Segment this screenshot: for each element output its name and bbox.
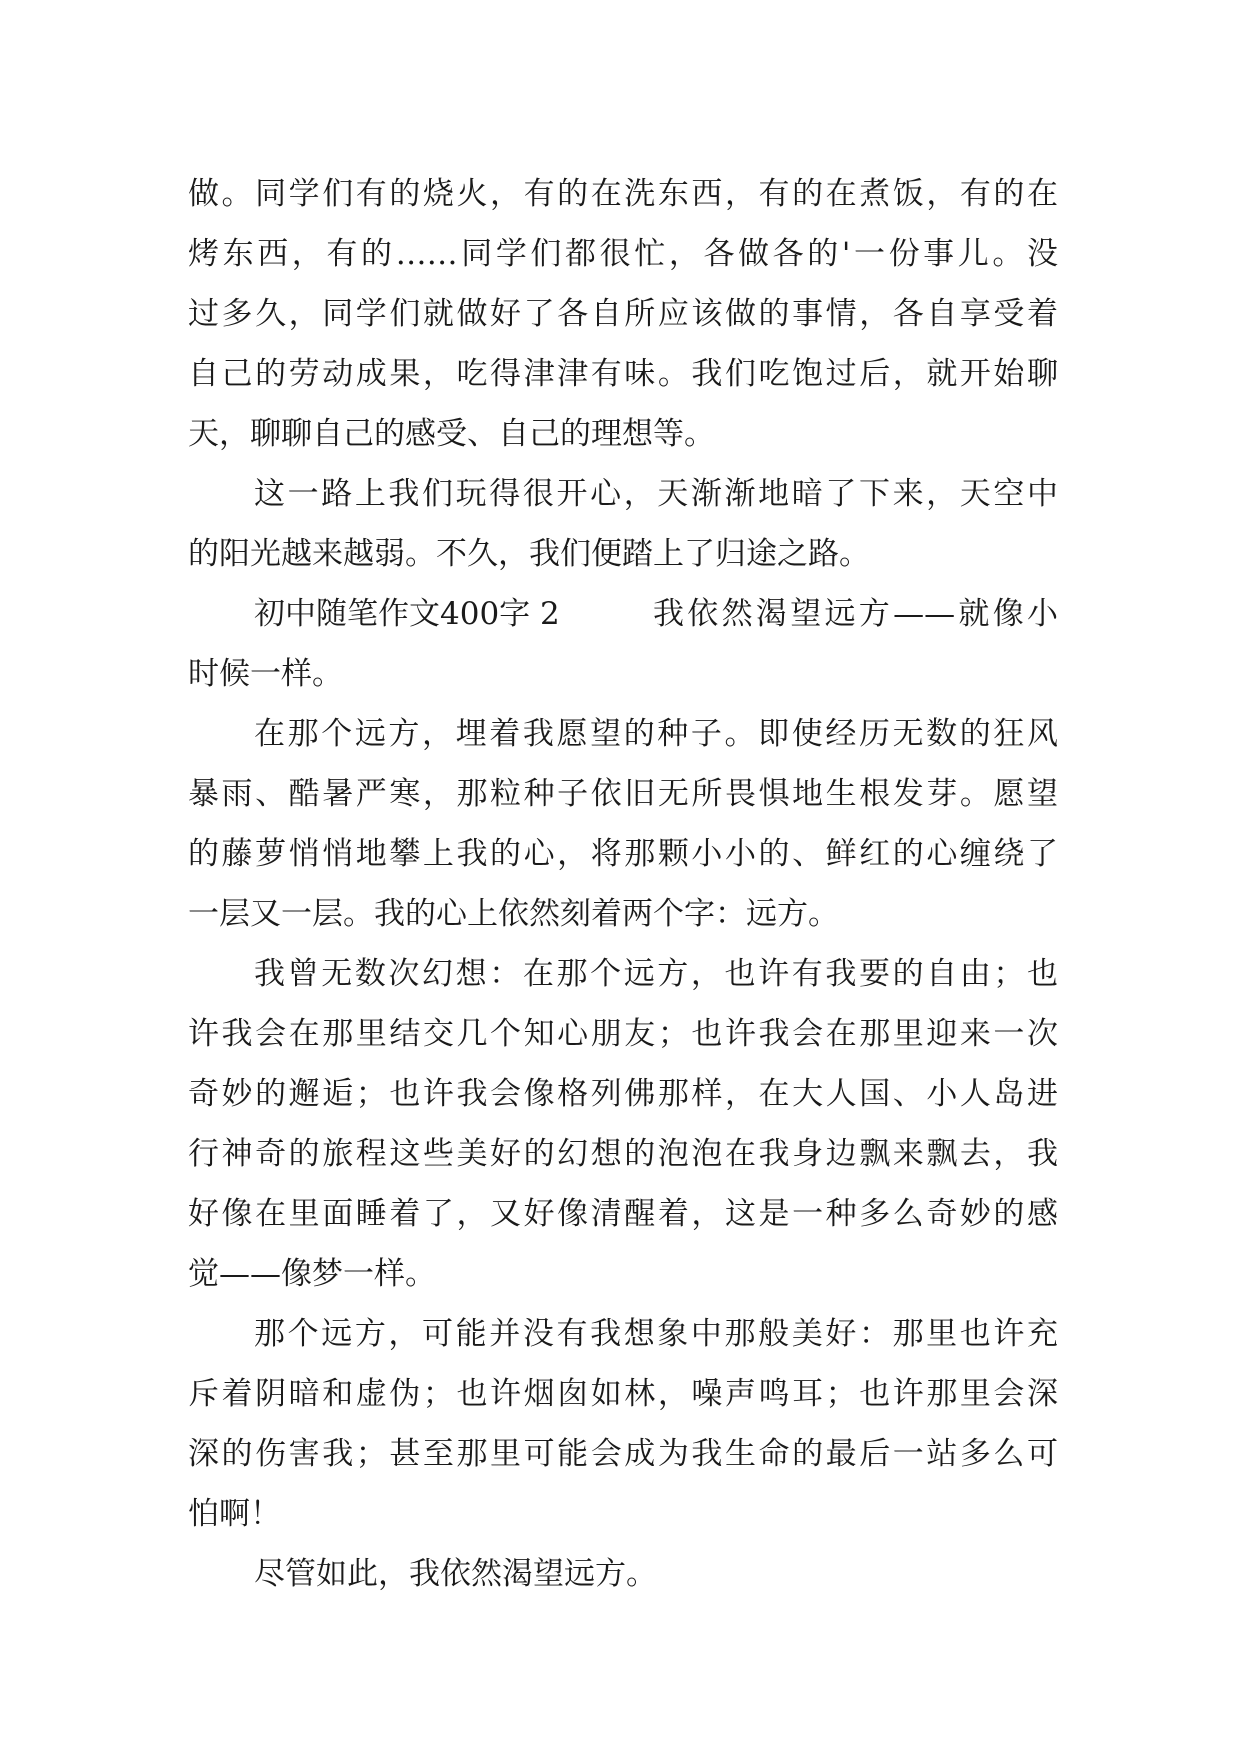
text-line: 我曾无数次幻想：在那个远方，也许有我要的自由；也 [254, 956, 1058, 992]
text-line: 许我会在那里结交几个知心朋友；也许我会在那里迎来一次 [188, 1016, 1058, 1052]
text-line: 自己的劳动成果，吃得津津有味。我们吃饱过后，就开始聊 [188, 356, 1058, 392]
text-line: 天，聊聊自己的感受、自己的理想等。 [188, 416, 715, 452]
essay-heading-paragraph [188, 584, 1058, 704]
text-line: 暴雨、酷暑严寒，那粒种子依旧无所畏惧地生根发芽。愿望 [188, 776, 1058, 812]
text-line: 尽管如此，我依然渴望远方。 [254, 1556, 657, 1592]
text-line: 一层又一层。我的心上依然刻着两个字：远方。 [188, 896, 839, 932]
text-line: 行神奇的旅程这些美好的幻想的泡泡在我身边飘来飘去，我 [188, 1136, 1058, 1172]
paragraph [188, 1544, 1058, 1604]
paragraph [188, 464, 1058, 584]
heading-line [188, 584, 1058, 644]
paragraph [188, 704, 1058, 944]
text-line: 怕啊！ [188, 1496, 281, 1532]
text-line: 奇妙的邂逅；也许我会像格列佛那样，在大人国、小人岛进 [188, 1076, 1058, 1112]
text-line: 深的伤害我；甚至那里可能会成为我生命的最后一站多么可 [188, 1436, 1058, 1472]
text-line: 我依然渴望远方——就像小 [653, 596, 1058, 632]
text-line: 那个远方，可能并没有我想象中那般美好：那里也许充 [254, 1316, 1058, 1352]
text-line: 时候一样。 [188, 656, 343, 692]
document-body [188, 164, 1058, 1604]
text-line: 这一路上我们玩得很开心，天渐渐地暗了下来，天空中 [254, 476, 1058, 512]
paragraph [188, 944, 1058, 1304]
text-line: 斥着阴暗和虚伪；也许烟囱如林，噪声鸣耳；也许那里会深 [188, 1376, 1058, 1412]
text-line: 烤东西，有的……同学们都很忙，各做各的'一份事儿。没 [188, 236, 1058, 272]
text-line: 觉——像梦一样。 [188, 1256, 436, 1292]
paragraph [188, 1304, 1058, 1544]
text-line: 的阳光越来越弱。不久，我们便踏上了归途之路。 [188, 536, 870, 572]
text-line: 的藤萝悄悄地攀上我的心，将那颗小小的、鲜红的心缠绕了 [188, 836, 1058, 872]
text-line: 好像在里面睡着了，又好像清醒着，这是一种多么奇妙的感 [188, 1196, 1058, 1232]
text-line: 过多久，同学们就做好了各自所应该做的事情，各自享受着 [188, 296, 1058, 332]
essay-title: 初中随笔作文400字 2 [254, 596, 560, 632]
text-line: 做。同学们有的烧火，有的在洗东西，有的在煮饭，有的在 [188, 176, 1058, 212]
text-line: 在那个远方，埋着我愿望的种子。即使经历无数的狂风 [254, 716, 1058, 752]
paragraph [188, 164, 1058, 464]
